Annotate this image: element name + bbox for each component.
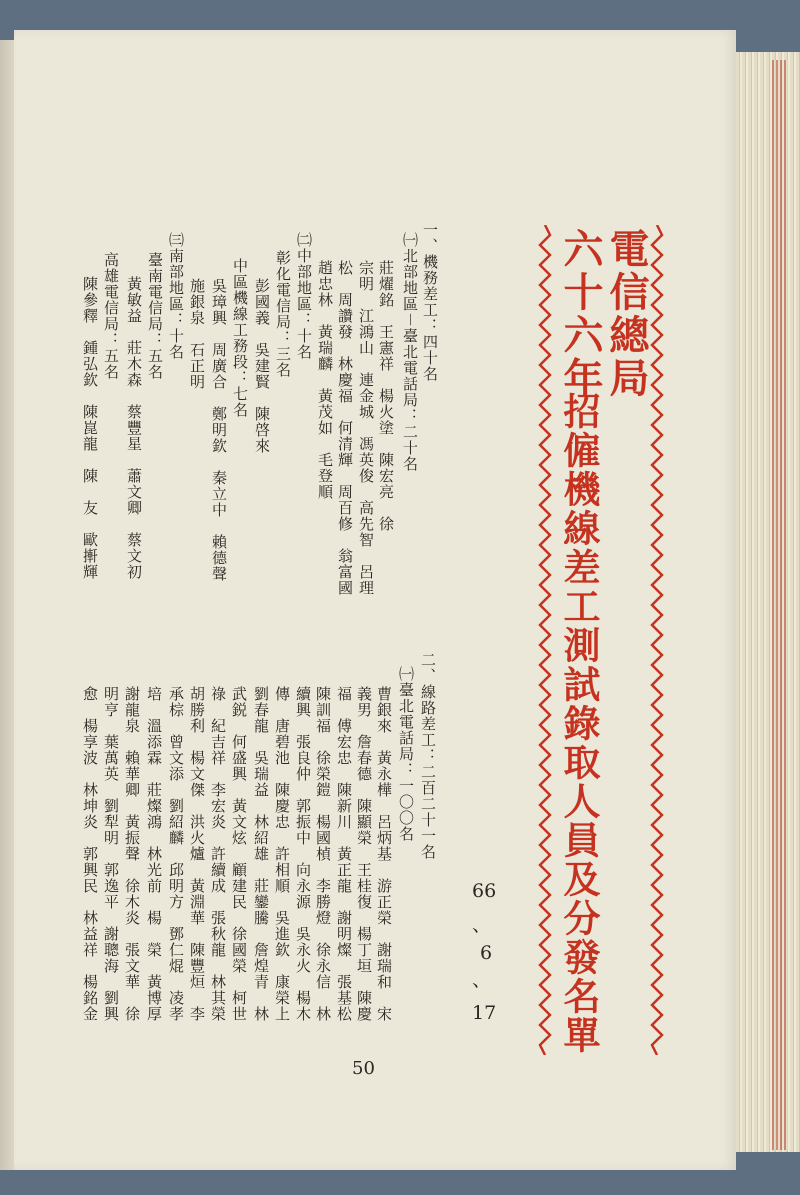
date-sep-1: 、 [472,914,492,936]
date-year: 66 [472,880,497,902]
section2-line: 福 傅宏忠 陳新川 黃正龍 謝明燦 張基松 [335,686,353,1022]
heading-border-right [650,225,664,1055]
section1-line: ㈢南部地區：十名 [167,232,185,360]
date-sep-2: 、 [472,969,492,991]
heading-border-left [538,225,552,1055]
section1-line: 趙忠林 黃瑞麟 黃茂如 毛登順 [316,260,334,500]
section2-line: 義男 詹春德 陳顯榮 王桂復 楊丁垣 陳慶 [355,686,373,1022]
section2-line: 武鋭 何盛興 黃文炫 顧建民 徐國榮 柯世 [230,686,248,1022]
page-stack [730,52,800,1152]
section1-line: 彰化電信局：三名 [274,250,292,378]
date-day: 17 [472,1002,497,1024]
section1-line: 松 周讚發 林慶福 何清輝 周百修 翁富國 [336,260,354,596]
page-stack-edge [772,60,788,1150]
section1-line: 吳璋興 周廣合 鄭明欽 秦立中 賴德聲 [210,278,228,582]
section2-line: 承棕 曾文添 劉紹麟 邱明方 鄧仁焜 凌孝 [167,686,185,1022]
section2-line: 劉春龍 吳瑞益 林紹雄 莊鑾騰 詹煌青 林 [252,686,270,1022]
section2-line: 續興 張良仲 郭振中 向永源 吳永火 楊木 [294,686,312,1022]
title-line-1: 電信總局 [603,228,650,400]
section2-line: ㈠臺北電話局：一〇〇名 [397,666,415,842]
section2-line: 二、線路差工：二百二十一名 [419,652,437,860]
section2-line: 曹銀來 黃永樺 呂炳基 游正榮 謝瑞和 宋 [375,686,393,1022]
section1-line: 施銀泉 石正明 [188,278,206,390]
section1-line: 一、機務差工：四十名 [421,222,439,382]
section2-line: 謝龍泉 賴華卿 黃振聲 徐木炎 張文華 徐 [123,686,141,1022]
section2-line: 傳 唐碧池 陳慶忠 許相順 吳進欽 康榮上 [273,686,291,1022]
section2-line: 胡勝利 楊文傑 洪火爐 黃淵華 陳豐烜 李 [188,686,206,1022]
section1-line: 陳參釋 鍾弘欽 陳崑龍 陳 友 歐搟輝 [81,276,99,580]
section1-line: 莊燿銘 王憲祥 楊火塗 陳宏亮 徐 [377,260,395,532]
section1-line: 宗明 江鴻山 連金城 馮英俊 高先智 呂理 [357,260,375,596]
section1-line: 高雄電信局：五名 [102,252,120,380]
section2-line: 明亨 葉萬英 劉犁明 郭逸平 謝聰海 劉興 [102,686,120,1022]
date-month: 6 [480,942,493,964]
section2-line: 祿 紀吉祥 李宏炎 許續成 張秋龍 林其榮 [209,686,227,1022]
page-number: 50 [352,1058,375,1079]
section2-line: 培 溫添霖 莊燦鴻 林光前 楊 榮 黃博厚 [145,686,163,1022]
section2-line: 愈 楊享波 林坤炎 郭興民 林益祥 楊銘金 [81,686,99,1022]
section1-line: 彭國義 吳建賢 陳啓來 [253,278,271,454]
section1-line: 黃敏益 莊木森 蔡豐星 蕭文卿 蔡文初 [125,276,143,580]
section1-line: 臺南電信局：五名 [146,252,164,380]
section1-line: ㈡中部地區：十名 [295,232,313,360]
title-line-2-main: 招僱機線差工測試錄取人員及分發名單 [557,392,601,1055]
section2-line: 陳訓福 徐榮鎧 楊國楨 李勝燈 徐永信 林 [314,686,332,1022]
section1-line: ㈠北部地區－臺北電話局：二十名 [401,232,419,473]
title-line-2-year: 六十六年 [557,228,604,400]
section1-line: 中區機線工務段：七名 [231,258,249,418]
